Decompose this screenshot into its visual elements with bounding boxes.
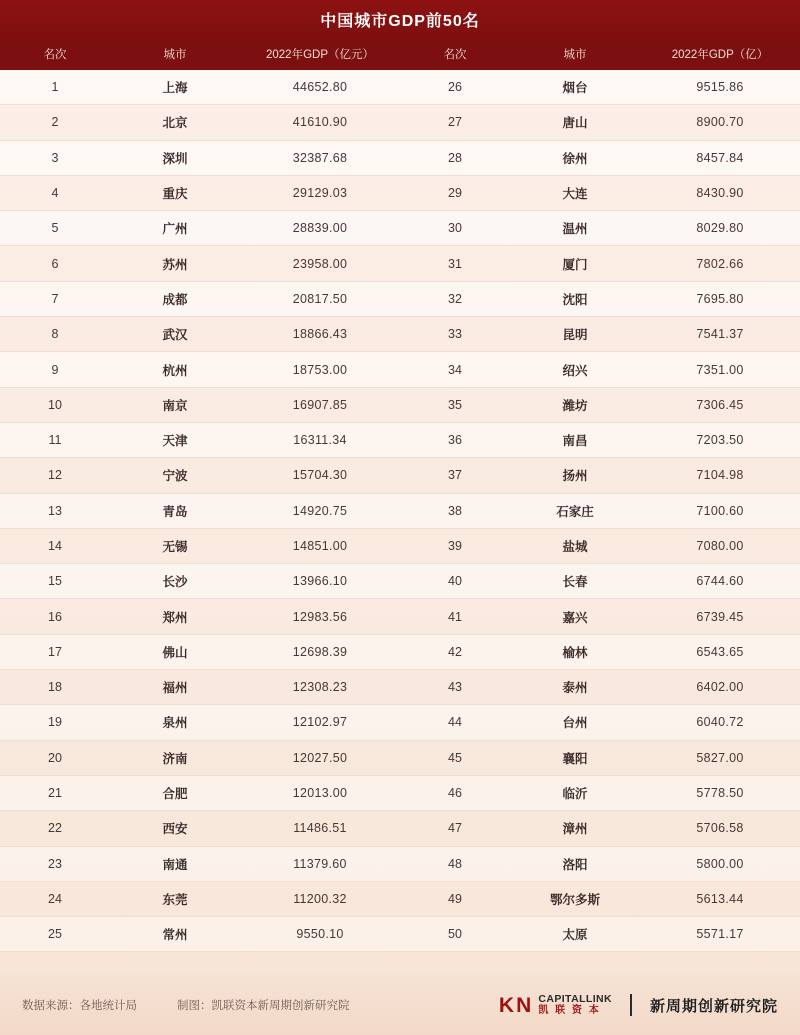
row-left bbox=[0, 149, 400, 167]
row-left bbox=[0, 819, 400, 837]
page-title: 中国城市GDP前50名 bbox=[320, 12, 480, 30]
cell-city: 唐山 bbox=[562, 116, 588, 131]
cell-city: 漳州 bbox=[562, 822, 588, 837]
cell-city: 东莞 bbox=[162, 892, 188, 907]
cell-city: 榆林 bbox=[562, 645, 588, 660]
cell-rank: 6 bbox=[51, 256, 59, 271]
table-row bbox=[0, 494, 800, 529]
cell-city: 昆明 bbox=[562, 328, 588, 343]
cell-rank: 34 bbox=[448, 362, 462, 377]
cell-rank: 32 bbox=[448, 291, 462, 306]
cell-city: 潍坊 bbox=[562, 398, 588, 413]
row-left bbox=[0, 537, 400, 555]
row-right bbox=[400, 219, 800, 237]
cell-rank: 16 bbox=[48, 609, 62, 624]
cell-rank: 30 bbox=[448, 221, 462, 236]
cell-city: 温州 bbox=[562, 222, 588, 237]
cell-rank: 41 bbox=[448, 609, 462, 624]
cell-city: 扬州 bbox=[562, 469, 588, 484]
cell-city: 青岛 bbox=[162, 504, 188, 519]
cell-gdp: 7541.37 bbox=[696, 327, 744, 342]
cell-rank: 3 bbox=[51, 150, 59, 165]
cell-rank: 10 bbox=[48, 397, 62, 412]
cell-gdp: 6543.65 bbox=[696, 644, 744, 659]
cell-city: 太原 bbox=[562, 928, 588, 943]
cell-city: 上海 bbox=[162, 81, 188, 96]
table-row bbox=[0, 882, 800, 917]
cell-city: 杭州 bbox=[162, 363, 188, 378]
table-header-right bbox=[400, 46, 800, 62]
cell-city: 南京 bbox=[162, 398, 188, 413]
cell-gdp: 29129.03 bbox=[292, 186, 348, 201]
table-row bbox=[0, 635, 800, 670]
row-left bbox=[0, 184, 400, 202]
row-left bbox=[0, 219, 400, 237]
cell-city: 襄阳 bbox=[562, 751, 588, 766]
cell-gdp: 11486.51 bbox=[293, 821, 347, 836]
row-right bbox=[400, 78, 800, 96]
cell-gdp: 12983.56 bbox=[292, 609, 348, 624]
cell-gdp: 8430.90 bbox=[696, 186, 744, 201]
table-row bbox=[0, 423, 800, 458]
cell-rank: 31 bbox=[448, 256, 462, 271]
cell-city: 台州 bbox=[562, 716, 588, 731]
row-right bbox=[400, 255, 800, 273]
header-rank-right: 名次 bbox=[443, 49, 467, 61]
cell-rank: 47 bbox=[448, 821, 462, 836]
table-row bbox=[0, 776, 800, 811]
cell-rank: 2 bbox=[51, 115, 59, 130]
cell-rank: 36 bbox=[448, 433, 462, 448]
cell-gdp: 6739.45 bbox=[696, 609, 744, 624]
table-row bbox=[0, 564, 800, 599]
cell-gdp: 16311.34 bbox=[293, 433, 347, 448]
cell-gdp: 9550.10 bbox=[296, 927, 344, 942]
row-right bbox=[400, 713, 800, 731]
cell-city: 盐城 bbox=[562, 540, 588, 554]
cell-gdp: 11379.60 bbox=[293, 856, 347, 871]
row-right bbox=[400, 890, 800, 908]
table-row bbox=[0, 705, 800, 740]
table-row bbox=[0, 599, 800, 634]
cell-rank: 40 bbox=[448, 574, 462, 589]
cell-rank: 25 bbox=[48, 927, 62, 942]
cell-city: 大连 bbox=[562, 187, 588, 202]
brand-lockup bbox=[499, 993, 778, 1017]
cell-rank: 26 bbox=[448, 80, 462, 95]
row-right bbox=[400, 855, 800, 873]
table-header bbox=[0, 38, 800, 70]
cell-rank: 24 bbox=[48, 891, 62, 906]
cell-rank: 13 bbox=[48, 503, 62, 518]
cell-city: 临沂 bbox=[562, 787, 588, 802]
row-left bbox=[0, 925, 400, 943]
row-right bbox=[400, 784, 800, 802]
brand-divider bbox=[630, 994, 632, 1016]
cell-rank: 29 bbox=[448, 186, 462, 201]
cell-gdp: 12102.97 bbox=[292, 715, 348, 730]
cell-city: 南昌 bbox=[562, 434, 588, 449]
cell-rank: 46 bbox=[448, 786, 462, 801]
cell-city: 天津 bbox=[162, 434, 188, 449]
cell-gdp: 12027.50 bbox=[292, 750, 348, 765]
cell-gdp: 11200.32 bbox=[293, 891, 347, 906]
cell-city: 鄂尔多斯 bbox=[549, 892, 600, 907]
cell-rank: 22 bbox=[48, 821, 62, 836]
table-row bbox=[0, 388, 800, 423]
table-row bbox=[0, 105, 800, 140]
cell-gdp: 5778.50 bbox=[696, 786, 744, 801]
header-gdp-left: 2022年GDP（亿元） bbox=[265, 49, 374, 61]
cell-gdp: 5827.00 bbox=[696, 750, 744, 765]
row-right bbox=[400, 502, 800, 520]
row-left bbox=[0, 502, 400, 520]
cell-rank: 45 bbox=[448, 750, 462, 765]
cell-rank: 42 bbox=[448, 644, 462, 659]
cell-city: 长春 bbox=[562, 575, 588, 590]
cell-gdp: 18866.43 bbox=[292, 327, 348, 342]
row-left bbox=[0, 396, 400, 414]
cell-gdp: 15704.30 bbox=[292, 468, 348, 483]
header-city-right: 城市 bbox=[563, 49, 587, 61]
row-right bbox=[400, 466, 800, 484]
row-left bbox=[0, 784, 400, 802]
cell-city: 北京 bbox=[162, 116, 188, 131]
cell-rank: 7 bbox=[51, 291, 59, 306]
cell-rank: 19 bbox=[48, 715, 62, 730]
table-row bbox=[0, 246, 800, 281]
cell-gdp: 5613.44 bbox=[696, 891, 744, 906]
row-right bbox=[400, 396, 800, 414]
row-right bbox=[400, 361, 800, 379]
table-row bbox=[0, 741, 800, 776]
cell-gdp: 8029.80 bbox=[696, 221, 744, 236]
row-left bbox=[0, 643, 400, 661]
cell-rank: 35 bbox=[448, 397, 462, 412]
cell-city: 深圳 bbox=[162, 151, 188, 166]
cell-city: 南通 bbox=[162, 857, 188, 872]
brand-name-cn: 凯 联 资 本 bbox=[538, 1005, 601, 1017]
cell-rank: 15 bbox=[48, 574, 62, 589]
cell-city: 徐州 bbox=[562, 151, 588, 166]
cell-rank: 9 bbox=[51, 362, 59, 377]
cell-city: 济南 bbox=[162, 751, 188, 766]
table-row bbox=[0, 211, 800, 246]
row-left bbox=[0, 608, 400, 626]
row-left bbox=[0, 431, 400, 449]
cell-gdp: 7080.00 bbox=[696, 539, 744, 553]
row-left bbox=[0, 290, 400, 308]
row-left bbox=[0, 713, 400, 731]
table-row bbox=[0, 811, 800, 846]
cell-rank: 44 bbox=[448, 715, 462, 730]
cell-gdp: 5706.58 bbox=[696, 821, 744, 836]
cell-city: 泉州 bbox=[162, 716, 188, 731]
row-right bbox=[400, 643, 800, 661]
cell-gdp: 14851.00 bbox=[292, 539, 348, 553]
cell-gdp: 7802.66 bbox=[696, 256, 744, 271]
row-right bbox=[400, 537, 800, 555]
cell-rank: 27 bbox=[448, 115, 462, 130]
footer-source: 数据来源：各地统计局 bbox=[22, 1000, 137, 1012]
row-left bbox=[0, 113, 400, 131]
cell-city: 嘉兴 bbox=[562, 610, 588, 625]
brand-names bbox=[538, 993, 612, 1017]
cell-city: 常州 bbox=[162, 928, 188, 943]
cell-gdp: 8457.84 bbox=[696, 150, 744, 165]
table-row bbox=[0, 917, 800, 952]
cell-city: 成都 bbox=[162, 292, 188, 307]
row-right bbox=[400, 325, 800, 343]
cell-gdp: 14920.75 bbox=[292, 503, 348, 518]
cell-rank: 38 bbox=[448, 503, 462, 518]
row-left bbox=[0, 749, 400, 767]
row-left bbox=[0, 361, 400, 379]
cell-city: 佛山 bbox=[162, 645, 188, 660]
row-right bbox=[400, 608, 800, 626]
cell-gdp: 7100.60 bbox=[696, 503, 744, 518]
cell-city: 合肥 bbox=[162, 787, 188, 802]
cell-gdp: 32387.68 bbox=[292, 150, 348, 165]
row-left bbox=[0, 78, 400, 96]
cell-gdp: 44652.80 bbox=[292, 80, 348, 95]
brand-institute: 新周期创新研究院 bbox=[649, 997, 778, 1015]
table-row bbox=[0, 141, 800, 176]
page-title-bar bbox=[0, 0, 800, 38]
cell-rank: 8 bbox=[51, 327, 59, 342]
page-footer bbox=[0, 975, 800, 1035]
cell-rank: 5 bbox=[51, 221, 59, 236]
row-right bbox=[400, 431, 800, 449]
cell-gdp: 7203.50 bbox=[696, 433, 744, 448]
cell-gdp: 12698.39 bbox=[292, 644, 348, 659]
cell-rank: 11 bbox=[48, 433, 62, 448]
cell-city: 洛阳 bbox=[562, 857, 588, 872]
cell-rank: 49 bbox=[448, 891, 462, 906]
brand-name-en: CAPITALLINK bbox=[538, 993, 612, 1006]
table-row bbox=[0, 352, 800, 387]
cell-rank: 4 bbox=[51, 186, 59, 201]
cell-rank: 43 bbox=[448, 680, 462, 695]
cell-gdp: 7306.45 bbox=[696, 397, 744, 412]
table-row bbox=[0, 529, 800, 564]
cell-city: 无锡 bbox=[162, 540, 188, 554]
cell-gdp: 28839.00 bbox=[292, 221, 348, 236]
row-left bbox=[0, 572, 400, 590]
cell-gdp: 6744.60 bbox=[696, 574, 744, 589]
row-right bbox=[400, 572, 800, 590]
cell-gdp: 8900.70 bbox=[696, 115, 744, 130]
row-right bbox=[400, 749, 800, 767]
cell-city: 苏州 bbox=[162, 257, 188, 272]
row-left bbox=[0, 466, 400, 484]
row-right bbox=[400, 149, 800, 167]
cell-city: 沈阳 bbox=[562, 292, 588, 307]
cell-city: 广州 bbox=[162, 222, 188, 237]
cell-gdp: 6402.00 bbox=[696, 680, 744, 695]
cell-rank: 17 bbox=[48, 644, 62, 659]
table-body bbox=[0, 70, 800, 975]
cell-gdp: 12013.00 bbox=[292, 786, 348, 801]
footer-chart-credit: 制图：凯联资本新周期创新研究院 bbox=[177, 1000, 350, 1012]
cell-gdp: 41610.90 bbox=[292, 115, 348, 130]
cell-gdp: 7695.80 bbox=[696, 291, 744, 306]
row-left bbox=[0, 678, 400, 696]
cell-city: 烟台 bbox=[562, 81, 588, 96]
row-right bbox=[400, 678, 800, 696]
cell-city: 厦门 bbox=[562, 257, 588, 272]
cell-rank: 50 bbox=[448, 927, 462, 942]
cell-city: 长沙 bbox=[162, 575, 188, 590]
row-right bbox=[400, 184, 800, 202]
cell-city: 西安 bbox=[162, 822, 188, 837]
row-right bbox=[400, 290, 800, 308]
row-left bbox=[0, 325, 400, 343]
cell-city: 福州 bbox=[162, 681, 188, 696]
row-right bbox=[400, 925, 800, 943]
cell-gdp: 7351.00 bbox=[696, 362, 744, 377]
cell-rank: 37 bbox=[448, 468, 462, 483]
cell-rank: 48 bbox=[448, 856, 462, 871]
cell-gdp: 20817.50 bbox=[292, 291, 348, 306]
cell-rank: 18 bbox=[48, 680, 62, 695]
table-header-left bbox=[0, 46, 400, 62]
table-row bbox=[0, 847, 800, 882]
table-row bbox=[0, 317, 800, 352]
header-rank-left: 名次 bbox=[43, 49, 67, 61]
cell-city: 绍兴 bbox=[562, 363, 588, 378]
cell-rank: 33 bbox=[448, 327, 462, 342]
row-right bbox=[400, 113, 800, 131]
row-right bbox=[400, 819, 800, 837]
row-left bbox=[0, 855, 400, 873]
cell-city: 宁波 bbox=[162, 469, 188, 484]
cell-gdp: 18753.00 bbox=[292, 362, 348, 377]
table-row bbox=[0, 458, 800, 493]
cell-gdp: 9515.86 bbox=[696, 80, 744, 95]
cell-rank: 39 bbox=[448, 539, 462, 553]
cell-city: 武汉 bbox=[162, 328, 188, 343]
cell-city: 郑州 bbox=[162, 610, 188, 625]
cell-rank: 12 bbox=[48, 468, 62, 483]
cell-city: 重庆 bbox=[162, 187, 188, 202]
cell-rank: 1 bbox=[51, 80, 59, 95]
row-left bbox=[0, 255, 400, 273]
cell-rank: 20 bbox=[48, 750, 62, 765]
header-gdp-right: 2022年GDP（亿） bbox=[671, 49, 769, 61]
header-city-left: 城市 bbox=[163, 49, 187, 61]
cell-rank: 21 bbox=[48, 786, 62, 801]
cell-rank: 14 bbox=[48, 539, 62, 553]
cell-gdp: 13966.10 bbox=[292, 574, 348, 589]
cell-rank: 28 bbox=[448, 150, 462, 165]
cell-gdp: 7104.98 bbox=[696, 468, 744, 483]
cell-gdp: 23958.00 bbox=[292, 256, 348, 271]
cell-gdp: 5571.17 bbox=[696, 927, 744, 942]
capitallink-logo-icon: K N bbox=[498, 993, 531, 1017]
row-left bbox=[0, 890, 400, 908]
table-row bbox=[0, 70, 800, 105]
cell-city: 石家庄 bbox=[556, 504, 594, 519]
table-row bbox=[0, 282, 800, 317]
cell-gdp: 16907.85 bbox=[292, 397, 348, 412]
cell-city: 泰州 bbox=[562, 681, 588, 696]
cell-gdp: 12308.23 bbox=[292, 680, 348, 695]
cell-gdp: 6040.72 bbox=[696, 715, 744, 730]
cell-gdp: 5800.00 bbox=[696, 856, 744, 871]
cell-rank: 23 bbox=[48, 856, 62, 871]
table-row bbox=[0, 670, 800, 705]
table-row bbox=[0, 176, 800, 211]
